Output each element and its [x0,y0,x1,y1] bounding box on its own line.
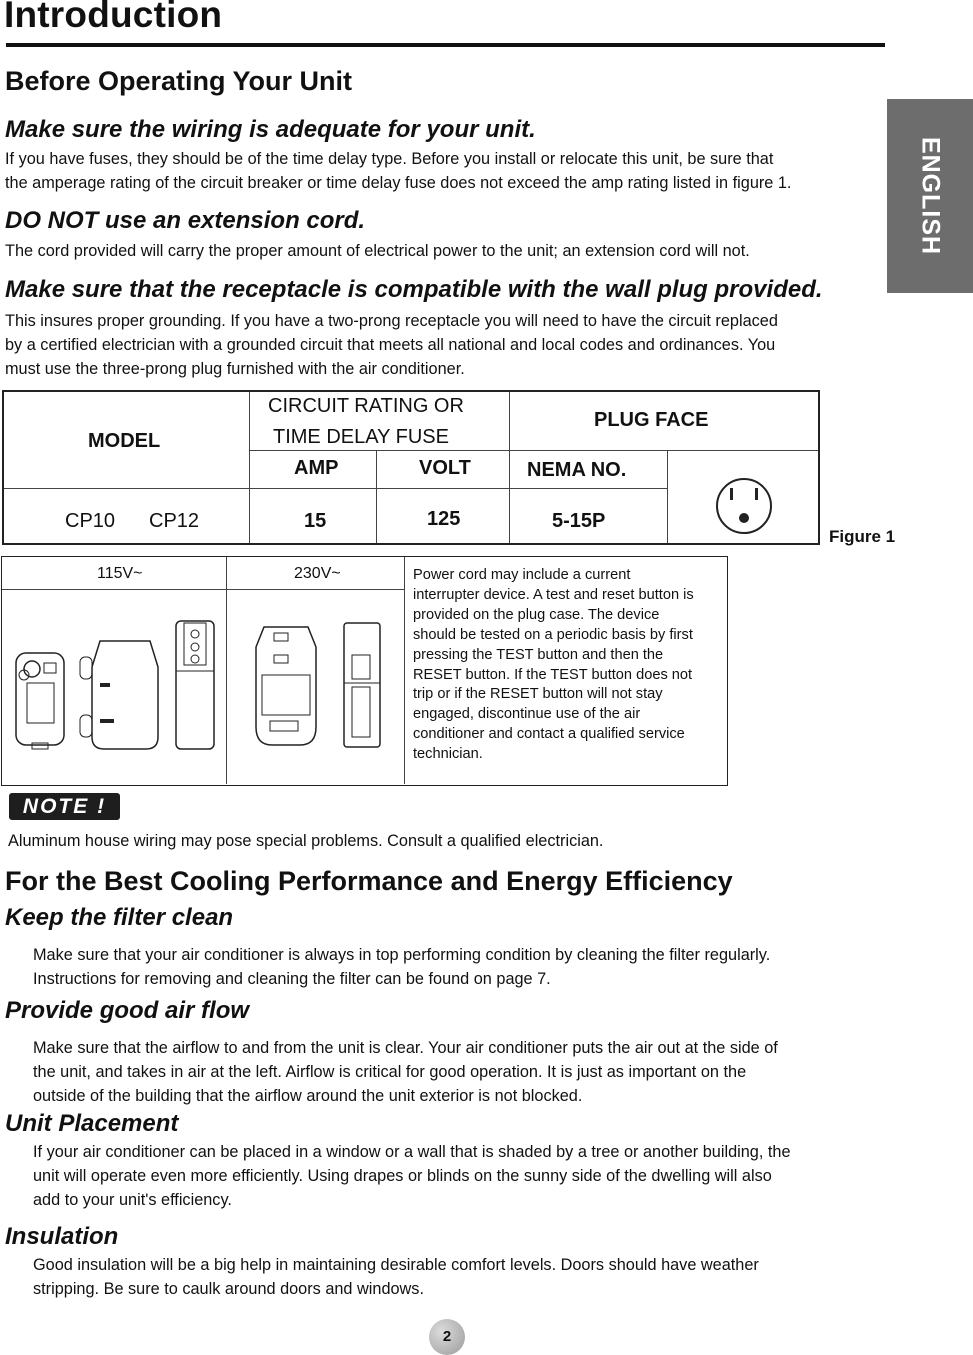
amp-value: 15 [304,510,327,532]
filter-heading: Keep the filter clean [5,904,234,931]
insulation-heading: Insulation [5,1223,119,1250]
receptacle-line-3: must use the three-prong plug furnished with the air conditioner. [5,360,465,378]
circuit-rating-line-2: TIME DELAY FUSE [273,426,449,448]
note-text: Aluminum house wiring may pose special problems. Consult a qualified electrician. [8,832,604,850]
best-cooling-heading: For the Best Cooling Performance and Energy Efficiency [5,866,733,896]
airflow-heading: Provide good air flow [5,997,250,1024]
language-tab-label: ENGLISH [916,136,945,256]
wiring-heading: Make sure the wiring is adequate for your unit. [5,116,536,143]
placement-line-3: add to your unit's efficiency. [33,1191,232,1209]
interrupter-line-1: Power cord may include a current [413,567,631,583]
filter-line-1: Make sure that your air conditioner is always in top performing condition by cleaning the filter regularly. [33,946,771,964]
interrupter-line-5: pressing the TEST button and then the [413,646,664,663]
insulation-line-1: Good insulation will be a big help in maintaining desirable comfort levels. Doors should have weather [33,1256,759,1274]
receptacle-line-2: by a certified electrician with a grounded circuit that meets all national and local codes and ordinances. You [5,336,776,354]
col-115v: 115V~ [97,565,143,582]
figure-1-caption: Figure 1 [829,527,896,546]
airflow-line-3: outside of the building that the airflow around the unit exterior is not blocked. [33,1087,583,1105]
filter-line-2: Instructions for removing and cleaning the filter can be found on page 7. [33,970,551,988]
interrupter-text [413,566,694,765]
interrupter-line-3: provided on the plug case. The device [413,606,660,623]
placement-line-2: unit will operate even more efficiently. Using drapes or blinds on the sunny side of the dwelling will also [33,1167,772,1185]
page-number: 2 [429,1319,465,1355]
extension-heading: DO NOT use an extension cord. [5,207,366,234]
plug-face-icon [714,476,774,536]
page-title: Introduction [4,0,223,35]
receptacle-heading: Make sure that the receptacle is compatible with the wall plug provided. [5,276,823,303]
interrupter-line-7: trip or if the RESET button will not stay [413,686,663,703]
receptacle-line-1: This insures proper grounding. If you have a two-prong receptacle you will need to have the circuit replaced [5,312,778,330]
model-header: MODEL [88,430,161,452]
interrupter-line-10: technician. [413,746,483,763]
amp-header: AMP [294,457,339,479]
volt-header: VOLT [419,457,471,479]
extension-line-1: The cord provided will carry the proper amount of electrical power to the unit; an extension cord will not. [5,242,750,260]
airflow-line-2: the unit, and takes in air at the left. Airflow is critical for good operation. It is just as important on the [33,1063,747,1081]
circuit-rating-line-1: CIRCUIT RATING OR [268,395,464,417]
interrupter-line-8: engaged, discontinue use of the air [413,706,641,723]
interrupter-line-2: interrupter device. A test and reset button is [413,586,694,603]
language-tab [887,99,973,293]
current-interrupter-table [1,556,728,786]
plug-face-header: PLUG FACE [594,409,709,431]
insulation-line-2: stripping. Be sure to caulk around doors and windows. [33,1280,424,1298]
airflow-line-1: Make sure that the airflow to and from the unit is clear. Your air conditioner puts the air out at the side of [33,1039,778,1057]
nema-header: NEMA NO. [527,459,627,481]
volt-value: 125 [427,508,461,530]
title-rule [6,43,885,47]
placement-heading: Unit Placement [5,1110,179,1137]
wiring-line-2: the amperage rating of the circuit breaker or time delay fuse does not exceed the amp rating listed in figure 1. [5,174,792,192]
model-cp12: CP12 [149,510,200,532]
rating-table [2,390,820,545]
note-badge: NOTE ! [9,793,120,820]
interrupter-line-4: should be tested on a periodic basis by first [413,626,693,643]
interrupter-line-9: conditioner and contact a qualified service [413,726,685,743]
wiring-line-1: If you have fuses, they should be of the time delay type. Before you install or relocate this unit, be sure that [5,150,774,168]
model-cp10: CP10 [65,510,116,532]
plug-230v-drawings [234,617,399,757]
plug-115v-drawings [10,617,220,757]
before-heading: Before Operating Your Unit [5,66,353,96]
nema-value: 5-15P [552,510,606,532]
interrupter-line-6: RESET button. If the TEST button does not [413,666,693,683]
placement-line-1: If your air conditioner can be placed in a window or a wall that is shaded by a tree or another building, the [33,1143,791,1161]
col-230v: 230V~ [294,565,341,582]
